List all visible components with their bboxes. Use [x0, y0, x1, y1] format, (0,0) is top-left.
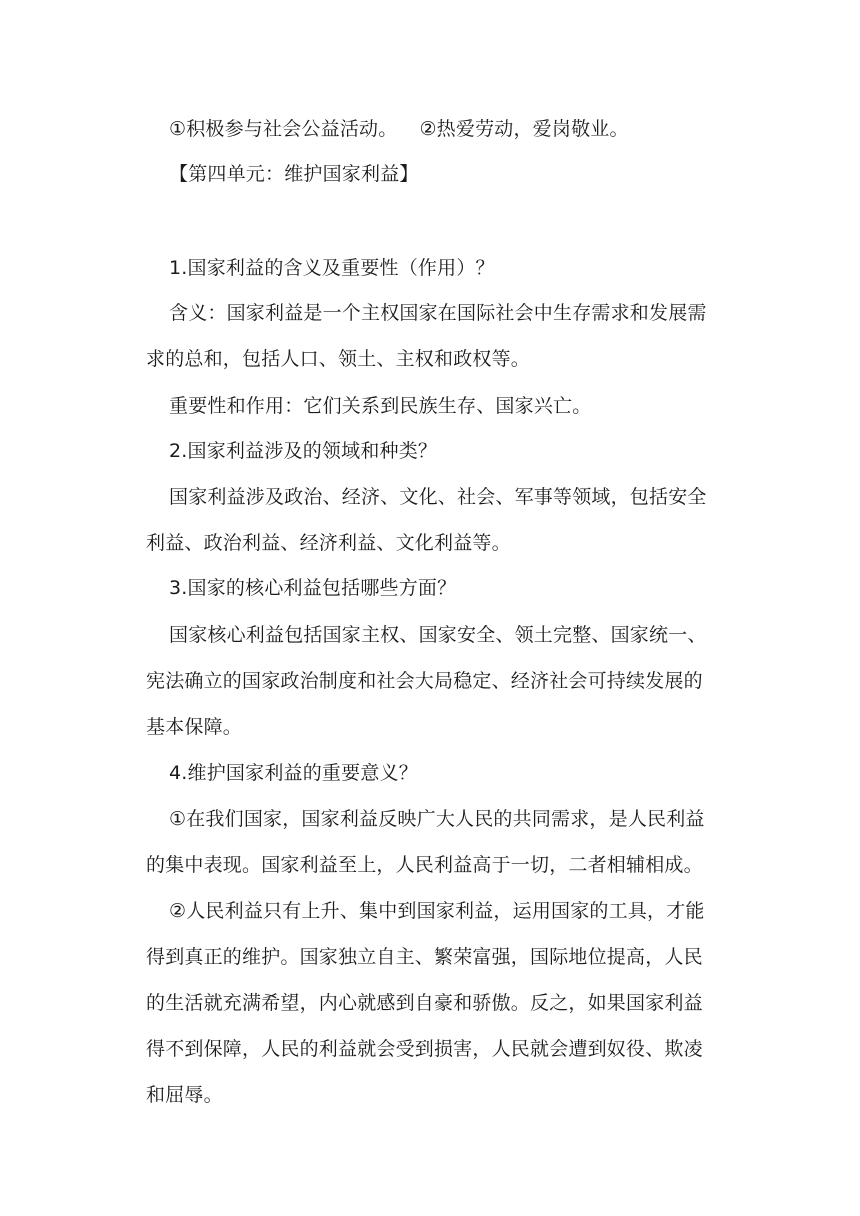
paragraph-line: 求的总和，包括人口、领土、主权和政权等。: [146, 348, 531, 370]
paragraph-line: ①在我们国家，国家利益反映广大人民的共同需求，是人民利益: [169, 808, 705, 830]
text-line-duties: [0, 117, 860, 141]
paragraph-line: 的生活就充满希望，内心就感到自豪和骄傲。反之，如果国家利益: [146, 992, 703, 1014]
question-2: 2.国家利益涉及的领域和种类？: [169, 440, 438, 462]
question-4: 4.维护国家利益的重要意义？: [169, 762, 418, 784]
paragraph-line: 宪法确立的国家政治制度和社会大局稳定、经济社会可持续发展的: [146, 670, 703, 692]
unit-heading: 【第四单元：维护国家利益】: [169, 163, 419, 185]
paragraph-line: 得不到保障，人民的利益就会受到损害，人民就会遭到奴役、欺凌: [146, 1038, 703, 1060]
paragraph-line: 和屈辱。: [146, 1084, 223, 1106]
paragraph-line: 得到真正的维护。国家独立自主、繁荣富强，国际地位提高，人民: [146, 946, 703, 968]
paragraph-line: 国家利益涉及政治、经济、文化、社会、军事等领域，包括安全: [169, 486, 707, 508]
paragraph-line: 国家核心利益包括国家主权、国家安全、领土完整、国家统一、: [169, 624, 707, 646]
duty-item-1: ①积极参与社会公益活动。: [169, 118, 398, 140]
paragraph-line: 的集中表现。国家利益至上，人民利益高于一切，二者相辅相成。: [146, 854, 703, 876]
question-3: 3.国家的核心利益包括哪些方面？: [169, 577, 457, 599]
paragraph-line: ②人民利益只有上升、集中到国家利益，运用国家的工具，才能: [169, 900, 705, 922]
paragraph-line: 重要性和作用：它们关系到民族生存、国家兴亡。: [169, 395, 592, 417]
duty-item-2: ②热爱劳动，爱岗敬业。: [419, 118, 629, 140]
paragraph-line: 含义：国家利益是一个主权国家在国际社会中生存需求和发展需: [169, 302, 707, 324]
paragraph-line: 基本保障。: [146, 716, 243, 738]
question-1: 1.国家利益的含义及重要性（作用）？: [169, 257, 495, 279]
paragraph-line: 利益、政治利益、经济利益、文化利益等。: [146, 532, 511, 554]
